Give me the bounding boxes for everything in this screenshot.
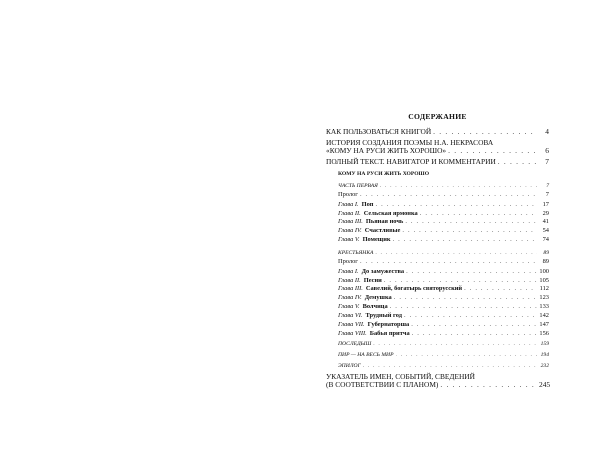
chapter-title [338,313,402,319]
toc-entry-text: КАК ПОЛЬЗОВАТЬСЯ КНИГОЙ [326,127,432,136]
chapter-name: Губернаторша [367,321,410,329]
chapter-title [338,322,409,328]
toc-entry-text-line1: ИСТОРИЯ СОЗДАНИЯ ПОЭМЫ Н.А. НЕКРАСОВА [326,138,494,148]
toc-chapter [338,202,549,208]
chapter-title [338,202,373,208]
toc-page-number: 245 [539,379,551,389]
dot-leader [390,304,537,310]
dot-leader [404,313,537,319]
dot-leader [375,251,537,257]
toc-part [338,353,549,359]
part-title: ЭПИЛОГ [338,362,361,369]
dot-leader [464,286,537,292]
chapter-title [338,295,392,301]
chapter-name: Сельская ярмонка [363,209,418,217]
toc-page-number: 29 [542,209,549,217]
dot-leader [375,202,537,208]
toc-page-number: 89 [542,258,549,266]
chapter-number: Глава VI. [338,312,363,320]
dot-leader [412,331,537,337]
chapter-number: Глава VIII. [338,330,367,337]
toc-page-number: 7 [545,157,549,167]
toc-page-number: 147 [539,321,549,329]
dot-leader [406,269,537,275]
toc-prolog [338,192,549,198]
toc-part-first [338,184,549,190]
toc-chapter [338,228,549,234]
toc-part-krestyanka [338,251,549,257]
poem-heading: КОМУ НА РУСИ ЖИТЬ ХОРОШО [338,170,430,177]
part-title: КРЕСТЬЯНКА [338,249,374,256]
toc-chapter [338,269,549,275]
chapter-number: Глава III. [338,285,363,293]
dot-leader [384,278,537,284]
chapter-number: Глава V. [338,303,360,311]
toc-page-number: 100 [539,267,549,275]
chapter-name: Трудный год [365,312,402,320]
chapter-title [338,278,382,284]
dot-leader [380,184,537,190]
toc-entry-history [326,139,549,154]
dot-leader [393,237,537,243]
chapter-title [338,219,403,225]
toc-page-number: 41 [542,218,549,226]
dot-leader [360,192,537,198]
toc-entry-text-line2: (В СООТВЕТСТВИИ С ПЛАНОМ) [326,379,439,389]
dot-leader [360,259,537,265]
chapter-title [338,286,462,292]
chapter-number: Глава II. [338,276,361,284]
chapter-number: Глава I. [338,267,359,275]
toc-entry-text-line2: «КОМУ НА РУСИ ЖИТЬ ХОРОШО» [326,145,447,155]
part-title: ПОСЛЕДЫШ [338,341,372,348]
chapter-name: Демушка [364,294,392,302]
dot-leader [402,228,537,234]
dot-leader [498,158,537,165]
toc-chapter [338,313,549,319]
chapter-title [338,228,400,234]
toc-part [338,342,549,348]
toc-chapter [338,219,549,225]
dot-leader [448,147,537,154]
toc-page-number: 54 [542,227,549,235]
chapter-number: Глава IV. [338,227,362,235]
chapter-name: Песни [363,276,382,284]
toc-page-number: 7 [545,191,549,199]
chapter-title [338,269,404,275]
toc-chapter [338,304,549,310]
dot-leader [405,219,537,225]
toc-page-number: 105 [539,276,549,284]
toc-page-number: 7 [546,182,549,189]
dot-leader [433,128,537,135]
toc-page-number: 74 [542,236,549,244]
chapter-title [338,331,410,337]
dot-leader [373,342,537,348]
dot-leader [363,364,537,370]
part-title: ЧАСТЬ ПЕРВАЯ [338,182,378,189]
toc-page-number: 133 [539,303,549,311]
chapter-name: Пьяная ночь [365,218,404,226]
toc-page-number: 159 [540,341,549,348]
chapter-name: Счастливые [364,227,401,235]
chapter-name: Савелий, богатырь святорусский [365,285,463,293]
toc-chapter [338,237,549,243]
toc-entry-text: ПОЛНЫЙ ТЕКСТ. НАВИГАТОР И КОММЕНТАРИИ [326,157,496,167]
chapter-name: До замужества [361,267,405,275]
toc-page-number: 4 [545,127,549,136]
chapter-number: Глава V. [338,236,360,244]
prolog-label: Пролог [338,258,358,266]
toc-page-number: 17 [542,200,549,208]
chapter-number: Глава I. [338,200,359,208]
toc-chapter [338,295,549,301]
part-title: ПИР — НА ВЕСЬ МИР [338,352,394,358]
chapter-number: Глава IV. [338,294,362,302]
chapter-number: Глава VII. [338,321,365,329]
toc-entry-how-to-use [326,128,549,135]
chapter-name: Бабья притча [369,330,410,337]
chapter-title [338,304,388,310]
toc-part [338,364,549,370]
toc-chapter [338,286,549,292]
toc-entry-index [326,373,549,388]
dot-leader [394,295,537,301]
toc-entry-full-text [326,158,549,165]
toc-page-number: 89 [543,249,549,256]
dot-leader [420,211,537,217]
table-of-contents [326,112,549,392]
toc-chapter [338,278,549,284]
toc-page-number: 112 [539,285,549,293]
toc-page-number: 6 [545,145,549,155]
dot-leader [440,381,537,388]
chapter-name: Помещик [362,236,391,244]
toc-prolog [338,259,549,265]
dot-leader [411,322,537,328]
prolog-label: Пролог [338,191,358,199]
toc-page-number: 123 [539,294,549,302]
chapter-name: Поп [361,200,374,208]
toc-page-number: 232 [540,362,549,369]
toc-title: СОДЕРЖАНИЕ [408,112,467,121]
chapter-title [338,211,418,217]
toc-chapter [338,322,549,328]
toc-chapter [338,331,549,337]
toc-page-number: 142 [539,312,549,320]
chapter-title [338,237,391,243]
toc-page-number: 156 [539,330,549,337]
toc-page-number: 194 [540,352,549,358]
toc-chapter [338,211,549,217]
chapter-number: Глава II. [338,209,361,217]
toc-entry-text-line1: УКАЗАТЕЛЬ ИМЕН, СОБЫТИЙ, СВЕДЕНИЙ [326,372,475,382]
dot-leader [396,353,537,359]
chapter-name: Волчица [362,303,388,311]
chapter-number: Глава III. [338,218,363,226]
